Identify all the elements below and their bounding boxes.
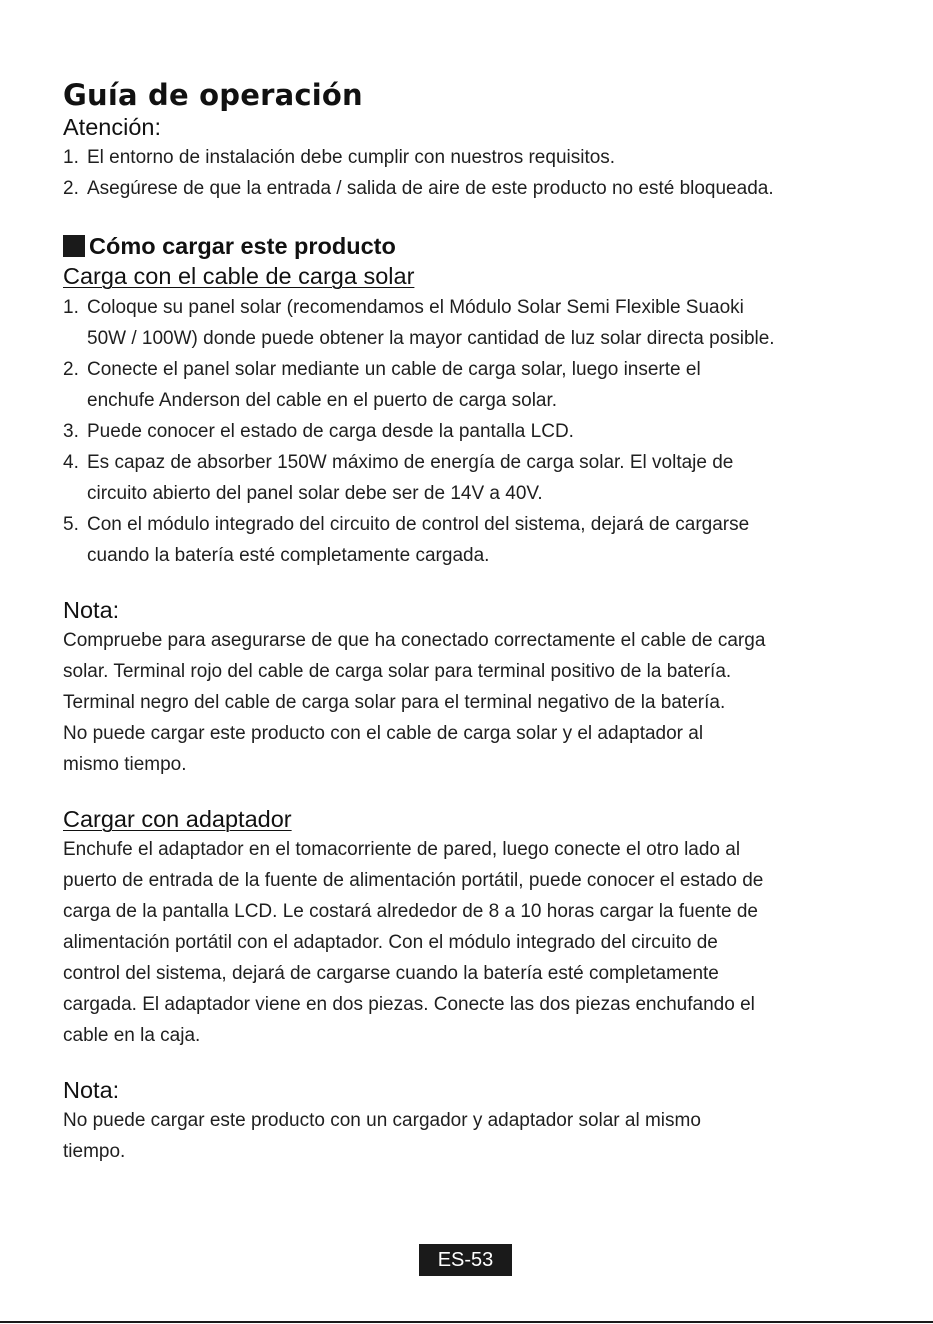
charge-heading: Cómo cargar este producto [63, 231, 883, 261]
bottom-divider [0, 1321, 933, 1323]
manual-page [63, 76, 883, 1167]
note-paragraph: No puede cargar este producto con un cargador y adaptador solar al mismo tiempo. [63, 1110, 701, 1162]
solar-charge-heading: Carga con el cable de carga solar [63, 263, 415, 289]
list-item: 2. Asegúrese de que la entrada / salida de aire de este producto no esté bloqueada. [63, 178, 774, 199]
list-item: 4. Es capaz de absorber 150W máximo de energía de carga solar. El voltaje de circuito abierto del panel solar debe ser de 14V a 40V. [63, 452, 734, 504]
list-item: 2. Conecte el panel solar mediante un cable de carga solar, luego inserte el enchufe Anderson del cable en el puerto de carga solar. [63, 359, 701, 411]
note-heading: Nota: [63, 597, 120, 623]
black-square-icon [63, 235, 85, 257]
page-number-badge: ES-53 [419, 1244, 512, 1276]
list-item: 3. Puede conocer el estado de carga desde la pantalla LCD. [63, 421, 574, 442]
page-title: Guía de operación [63, 78, 363, 112]
attention-list [63, 142, 883, 204]
list-item: 1. El entorno de instalación debe cumplir con nuestros requisitos. [63, 147, 616, 168]
adapter-paragraph: Enchufe el adaptador en el tomacorriente de pared, luego conecte el otro lado al puerto de entrada de la fuente de alimentación portátil, puede conocer el estado de carga de la pantalla LCD. Le costará alrededor de 8 a 10 horas cargar la fuente de alimentación portátil con el adaptador. Con el módulo integrado del circuito de control del sistema, dejará de cargarse cuando la batería esté completamente cargada. El adaptador viene en dos piezas. Conecte las dos piezas enchufando el cable en la caja. [63, 839, 764, 1046]
list-item: 1. Coloque su panel solar (recomendamos el Módulo Solar Semi Flexible Suaoki 50W / 100W) donde puede obtener la mayor cantidad de luz solar directa posible. [63, 297, 775, 349]
solar-charge-list [63, 292, 883, 571]
attention-heading: Atención: [63, 114, 161, 140]
list-item: 5. Con el módulo integrado del circuito de control del sistema, dejará de cargarse cuando la batería esté completamente cargada. [63, 514, 750, 566]
note-heading: Nota: [63, 1077, 120, 1103]
note-paragraph: Compruebe para asegurarse de que ha conectado correctamente el cable de carga solar. Terminal rojo del cable de carga solar para terminal positivo de la batería. Terminal negro del cable de carga solar para el terminal negativo de la batería. No puede cargar este producto con el cable de carga solar y el adaptador al mismo tiempo. [63, 630, 766, 775]
adapter-charge-heading: Cargar con adaptador [63, 806, 292, 832]
